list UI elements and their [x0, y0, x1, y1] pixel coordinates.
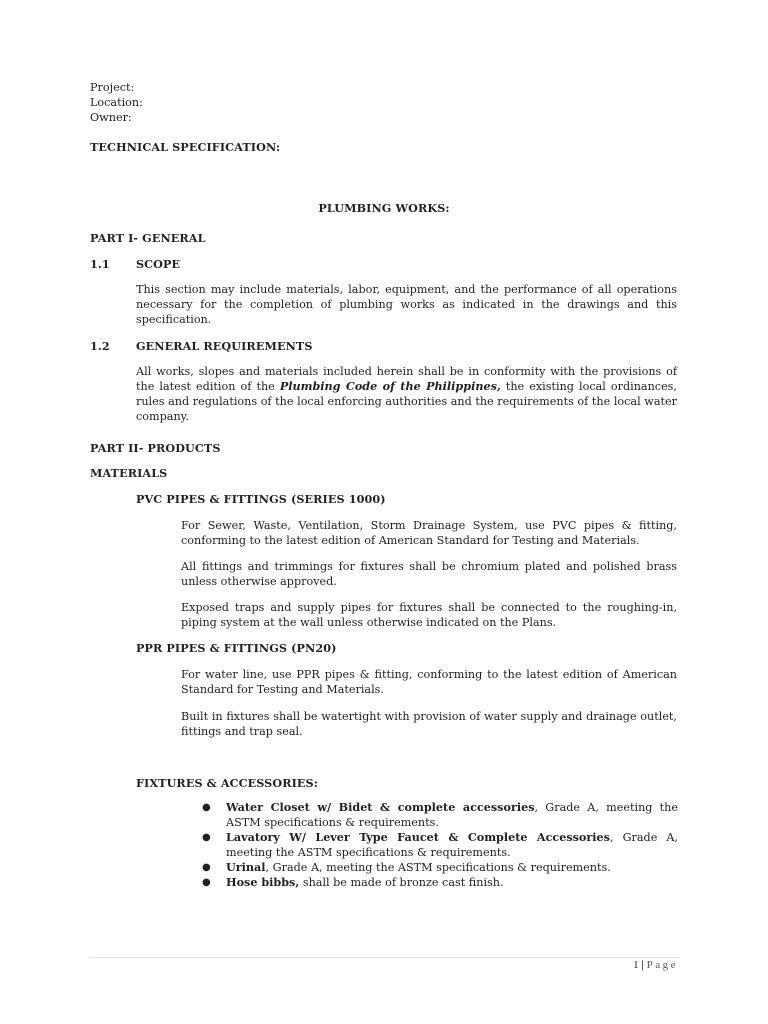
bullet-icon: ● — [202, 877, 211, 888]
project-label: Project: — [90, 81, 135, 94]
list-item — [202, 800, 678, 830]
scope-heading: SCOPE — [136, 257, 181, 271]
bullet-icon: ● — [202, 862, 211, 873]
ppr-paragraph-1: For water line, use PPR pipes & fitting, conforming to the latest edition of American Standard for Testing and Materials. — [181, 668, 677, 696]
pvc-heading: PVC PIPES & FITTINGS (SERIES 1000) — [136, 492, 386, 506]
bullet-icon: ● — [202, 802, 211, 813]
requirements-text-after: the existing local ordinances, rules and regulations of the local enforcing authorities and the requirements of the local water company. — [136, 380, 677, 423]
fixture-description: , Grade A, meeting the ASTM specifications & requirements. — [226, 831, 679, 859]
footer-divider — [90, 957, 680, 958]
fixture-description: , Grade A, meeting the ASTM specifications & requirements. — [226, 801, 679, 829]
fixtures-list — [202, 800, 678, 890]
ppr-paragraph-2: Built in fixtures shall be watertight with provision of water supply and drainage outlet, fittings and trap seal. — [181, 710, 677, 738]
requirements-paragraph — [136, 364, 677, 424]
page-separator: | — [641, 959, 644, 971]
page-number: 1 — [633, 959, 639, 971]
requirements-number: 1.2 — [90, 339, 110, 353]
pvc-paragraph-3: Exposed traps and supply pipes for fixtures shall be connected to the roughing-in, piping system at the wall unless otherwise indicated on the Plans. — [181, 601, 677, 629]
fixture-name: Lavatory W/ Lever Type Faucet & Complete Accessories — [226, 830, 610, 844]
owner-label: Owner: — [90, 111, 132, 124]
scope-number: 1.1 — [90, 257, 110, 271]
part1-heading: PART I- GENERAL — [90, 231, 206, 245]
list-item — [202, 830, 678, 860]
requirements-heading: GENERAL REQUIREMENTS — [136, 339, 313, 353]
page-label: Page — [646, 959, 678, 971]
list-item — [202, 875, 678, 890]
technical-specification-heading: TECHNICAL SPECIFICATION: — [90, 140, 281, 154]
list-item — [202, 860, 678, 875]
fixture-name: Water Closet w/ Bidet & complete accessories — [226, 800, 535, 814]
ppr-heading: PPR PIPES & FITTINGS (PN20) — [136, 641, 337, 655]
fixtures-heading: FIXTURES & ACCESSORIES: — [136, 776, 318, 790]
part2-heading: PART II- PRODUCTS — [90, 441, 221, 455]
scope-paragraph: This section may include materials, labor, equipment, and the performance of all operations necessary for the completion of plumbing works as indicated in the drawings and this specification. — [136, 283, 677, 326]
pvc-paragraph-1: For Sewer, Waste, Ventilation, Storm Drainage System, use PVC pipes & fitting, conforming to the latest edition of American Standard for Testing and Materials. — [181, 519, 677, 547]
bullet-icon: ● — [202, 832, 211, 843]
plumbing-works-title: PLUMBING WORKS: — [318, 201, 450, 215]
fixture-description: , Grade A, meeting the ASTM specifications & requirements. — [265, 861, 611, 874]
fixture-description: shall be made of bronze cast finish. — [299, 876, 504, 889]
plumbing-code-reference: Plumbing Code of the Philippines, — [279, 379, 501, 393]
fixture-name: Hose bibbs, — [226, 875, 300, 889]
fixture-name: Urinal — [226, 860, 266, 874]
page-footer — [633, 958, 678, 973]
materials-heading: MATERIALS — [90, 466, 168, 480]
requirements-text-before: All works, slopes and materials included herein shall be in conformity with the provisions of the latest edition of the — [136, 365, 677, 393]
pvc-paragraph-2: All fittings and trimmings for fixtures shall be chromium plated and polished brass unless otherwise approved. — [181, 560, 677, 588]
location-label: Location: — [90, 96, 143, 109]
